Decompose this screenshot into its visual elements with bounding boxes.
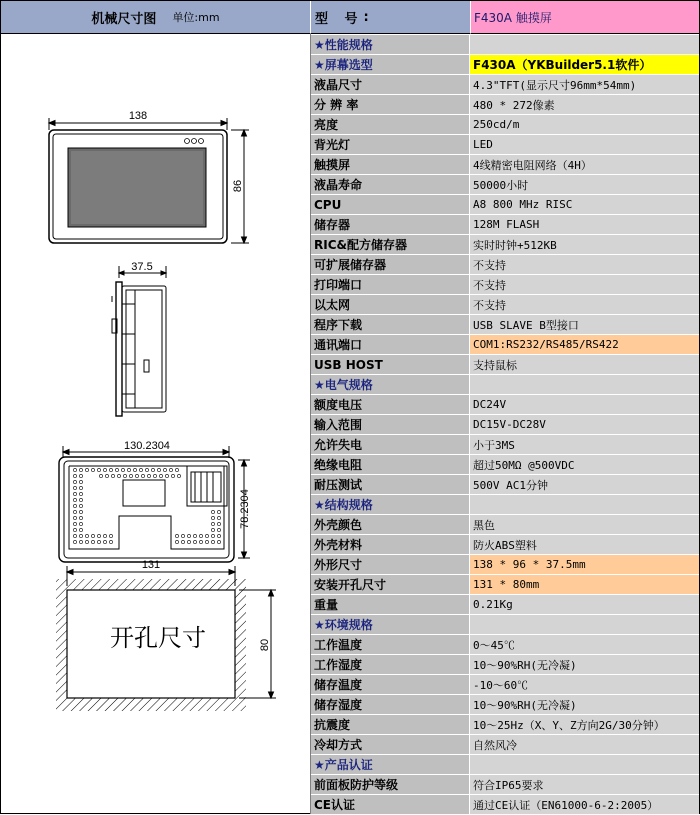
vent-dot [217,528,220,531]
front-width-label: 138 [128,110,148,122]
section-row [311,755,699,775]
vent-dot [79,480,82,483]
spec-value: 0～45℃ [470,635,699,654]
spec-row [311,215,699,235]
spec-row [311,275,699,295]
drawing-header [1,1,311,34]
vent-dot [175,468,178,471]
spec-label: 工作温度 [311,635,470,654]
vent-dot [79,468,82,471]
vent-dot [73,504,76,507]
spec-value: 50000小时 [470,175,699,194]
vent-dot [163,468,166,471]
back-width-label: 130.2304 [124,440,170,452]
spec-row [311,635,699,655]
spec-label: 额度电压 [311,395,470,414]
vent-dot [133,468,136,471]
spec-label: 亮度 [311,115,470,134]
vent-dot [73,540,76,543]
spec-label: ★环境规格 [311,615,470,634]
model-label: 型 号 [315,11,364,27]
spec-value: 不支持 [470,255,699,274]
spec-label: 储存温度 [311,675,470,694]
spec-label: ★产品认证 [311,755,470,774]
spec-label: 外壳颜色 [311,515,470,534]
vent-dot [103,534,106,537]
vent-dot [211,516,214,519]
spec-row [311,335,699,355]
vent-dot [73,534,76,537]
vent-dot [205,534,208,537]
model-value-cell [470,1,699,34]
spec-label: 液晶尺寸 [311,75,470,94]
spec-row [311,535,699,555]
spec-label: 重量 [311,595,470,614]
spec-value [470,755,699,774]
spec-value: COM1:RS232/RS485/RS422 [470,335,699,354]
spec-value: 0.21Kg [470,595,699,614]
vent-dot [187,540,190,543]
vent-dot [211,510,214,513]
spec-value: 500V AC1分钟 [470,475,699,494]
spec-row [311,735,699,755]
vent-dot [181,534,184,537]
spec-value: 131 * 80mm [470,575,699,594]
spec-value: F430A（YKBuilder5.1软件） [470,55,699,74]
spec-row [311,675,699,695]
vent-dot [117,474,120,477]
spec-value: A8 800 MHz RISC [470,195,699,214]
spec-label: 绝缘电阻 [311,455,470,474]
vent-dot [157,468,160,471]
vent-dot [109,468,112,471]
vent-dot [123,474,126,477]
vent-dot [211,528,214,531]
vent-dot [175,540,178,543]
spec-label: 工作湿度 [311,655,470,674]
vent-dot [73,522,76,525]
vent-dot [159,474,162,477]
spec-label: 安装开孔尺寸 [311,575,470,594]
vent-dot [199,540,202,543]
vent-dot [79,528,82,531]
vent-dot [151,468,154,471]
spec-label: 通讯端口 [311,335,470,354]
vent-dot [73,498,76,501]
spec-label: 背光灯 [311,135,470,154]
vent-dot [91,540,94,543]
vent-dot [217,510,220,513]
vent-dot [211,540,214,543]
vent-dot [193,540,196,543]
spec-value: 符合IP65要求 [470,775,699,794]
section-row [311,615,699,635]
front-view [49,118,249,243]
section-row [311,55,699,75]
back-height-label: 78.2304 [239,489,251,529]
vent-dot [217,516,220,519]
spec-label: ★屏幕选型 [311,55,470,74]
vent-dot [103,468,106,471]
spec-value: 黑色 [470,515,699,534]
spec-value: 10～90%RH(无冷凝) [470,695,699,714]
vent-dot [105,474,108,477]
spec-row [311,455,699,475]
vent-dot [73,486,76,489]
vent-dot [73,516,76,519]
vent-dot [135,474,138,477]
spec-label: 抗震度 [311,715,470,734]
vent-dot [127,468,130,471]
vent-dot [171,474,174,477]
vent-dot [91,468,94,471]
vent-dot [79,474,82,477]
spec-label: 触摸屏 [311,155,470,174]
vent-dot [147,474,150,477]
spec-row [311,695,699,715]
drawing-title: 机械尺寸图 [91,11,157,27]
spec-row [311,555,699,575]
spec-row [311,655,699,675]
vent-dot [79,516,82,519]
spec-value: LED [470,135,699,154]
spec-label: 前面板防护等级 [311,775,470,794]
vent-dot [217,540,220,543]
vent-dot [85,534,88,537]
front-height-label: 86 [232,179,244,193]
vent-dot [79,486,82,489]
model-value: F430A 触摸屏 [474,10,552,25]
spec-row [311,95,699,115]
vent-dot [73,492,76,495]
spec-row [311,355,699,375]
vent-dot [139,468,142,471]
vent-dot [121,468,124,471]
spec-label: 储存湿度 [311,695,470,714]
vent-dot [169,468,172,471]
vent-dot [109,534,112,537]
spec-value: 250cd/m [470,115,699,134]
vent-dot [73,480,76,483]
vent-dot [115,468,118,471]
spec-row [311,75,699,95]
spec-table [311,35,699,815]
spec-value: 防火ABS塑料 [470,535,699,554]
spec-value: 10～25Hz（X、Y、Z方向2G/30分钟） [470,715,699,734]
mechanical-drawings [1,34,311,814]
spec-row [311,295,699,315]
vent-dot [97,540,100,543]
spec-value: 480 * 272像素 [470,95,699,114]
vent-dot [79,522,82,525]
spec-label: 允许失电 [311,435,470,454]
spec-value: 支持鼠标 [470,355,699,374]
spec-row [311,775,699,795]
spec-label: CE认证 [311,795,470,814]
spec-row [311,195,699,215]
vent-dot [79,510,82,513]
back-view [59,446,250,562]
spec-label: CPU [311,195,470,214]
vent-dot [175,534,178,537]
spec-value: 超过50MΩ @500VDC [470,455,699,474]
spec-label: 输入范围 [311,415,470,434]
vent-dot [181,540,184,543]
spec-label: RIC&配方储存器 [311,235,470,254]
spec-label: 分 辨 率 [311,95,470,114]
spec-value [470,375,699,394]
spec-row [311,795,699,815]
vent-dot [73,468,76,471]
spec-row [311,115,699,135]
spec-row [311,575,699,595]
side-depth-label: 37.5 [131,261,153,273]
spec-label: USB HOST [311,355,470,374]
drawings-svg [1,34,311,814]
vent-dot [109,540,112,543]
spec-value: USB SLAVE B型接口 [470,315,699,334]
spec-row [311,175,699,195]
spec-row [311,155,699,175]
cutout-width-label: 131 [141,559,161,571]
vent-dot [177,474,180,477]
spec-row [311,395,699,415]
cutout-height-label: 80 [259,638,271,652]
vent-dot [217,522,220,525]
vent-dot [73,528,76,531]
spec-label: 外形尺寸 [311,555,470,574]
vent-dot [79,540,82,543]
spec-label: ★结构规格 [311,495,470,514]
spec-label: 可扩展储存器 [311,255,470,274]
spec-label: 液晶寿命 [311,175,470,194]
spec-value: 小于3MS [470,435,699,454]
spec-value: 不支持 [470,275,699,294]
vent-dot [153,474,156,477]
spec-label: ★电气规格 [311,375,470,394]
vent-dot [111,474,114,477]
spec-row [311,415,699,435]
spec-value: 实时时钟+512KB [470,235,699,254]
vent-dot [205,540,208,543]
vent-dot [85,540,88,543]
vent-dot [79,504,82,507]
spec-row [311,235,699,255]
spec-label: ★性能规格 [311,35,470,54]
spec-value: DC24V [470,395,699,414]
vent-dot [79,498,82,501]
vent-dot [103,540,106,543]
vent-dot [99,474,102,477]
vent-dot [91,534,94,537]
spec-value [470,615,699,634]
spec-label: 耐压测试 [311,475,470,494]
section-row [311,495,699,515]
spec-value: 自然风冷 [470,735,699,754]
spec-row [311,595,699,615]
unit-label: 单位:mm [172,11,220,24]
vent-dot [217,534,220,537]
spec-row [311,715,699,735]
spec-label: 外壳材料 [311,535,470,554]
vent-dot [187,534,190,537]
vent-dot [211,522,214,525]
vent-dot [129,474,132,477]
section-row [311,35,699,55]
spec-value: 通过CE认证（EN61000-6-2:2005） [470,795,699,814]
spec-value: DC15V-DC28V [470,415,699,434]
spec-row [311,315,699,335]
spec-row [311,255,699,275]
vent-dot [79,534,82,537]
vent-dot [165,474,168,477]
cutout-label: 开孔尺寸 [110,624,206,652]
vent-dot [97,534,100,537]
vent-dot [211,534,214,537]
side-view [112,266,166,416]
vent-dot [199,534,202,537]
vent-dot [79,492,82,495]
vent-dot [97,468,100,471]
vent-dot [145,468,148,471]
spec-value: 10～90%RH(无冷凝) [470,655,699,674]
vent-dot [73,510,76,513]
spec-value: 138 * 96 * 37.5mm [470,555,699,574]
spec-value: -10～60℃ [470,675,699,694]
model-colon: : [363,9,369,25]
model-label-cell [311,1,470,34]
spec-label: 以太网 [311,295,470,314]
spec-row [311,515,699,535]
spec-value [470,495,699,514]
spec-value: 128M FLASH [470,215,699,234]
spec-label: 储存器 [311,215,470,234]
spec-value: 4.3"TFT(显示尺寸96mm*54mm) [470,75,699,94]
spec-row [311,135,699,155]
vent-dot [141,474,144,477]
spec-label: 冷却方式 [311,735,470,754]
spec-label: 程序下载 [311,315,470,334]
vent-dot [85,468,88,471]
section-row [311,375,699,395]
spec-value [470,35,699,54]
vent-dot [73,474,76,477]
spec-row [311,475,699,495]
spec-value: 不支持 [470,295,699,314]
vent-dot [193,534,196,537]
spec-value: 4线精密电阻网络（4H） [470,155,699,174]
spec-label: 打印端口 [311,275,470,294]
spec-row [311,435,699,455]
